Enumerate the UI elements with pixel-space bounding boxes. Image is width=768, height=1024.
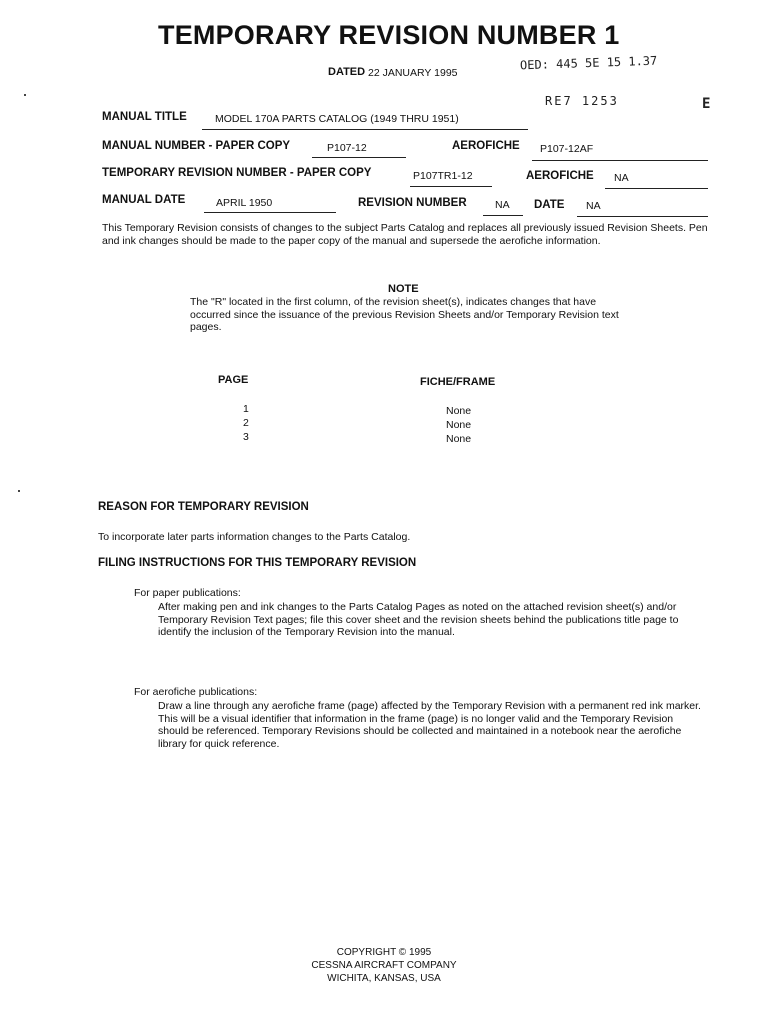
tr-aerofiche-underline xyxy=(605,188,708,189)
note-heading: NOTE xyxy=(388,283,419,295)
date-value: NA xyxy=(586,200,601,212)
document-title: TEMPORARY REVISION NUMBER 1 xyxy=(158,20,620,50)
copyright: COPYRIGHT © 1995 xyxy=(336,947,432,958)
date-underline xyxy=(577,216,708,217)
manual-title-underline xyxy=(202,129,528,130)
manual-number-label: MANUAL NUMBER - PAPER COPY xyxy=(102,140,291,152)
manual-date-value: APRIL 1950 xyxy=(216,197,273,209)
page-column-header: PAGE xyxy=(218,374,249,386)
tr-number-underline xyxy=(410,186,492,187)
reason-text: To incorporate later parts information changes to the Parts Catalog. xyxy=(98,531,411,543)
scan-speck xyxy=(18,490,20,492)
filing-heading: FILING INSTRUCTIONS FOR THIS TEMPORARY REVISION xyxy=(98,557,417,569)
table-row-page: 3 xyxy=(243,431,249,443)
dated-value: 22 JANUARY 1995 xyxy=(368,67,458,79)
manual-number-value: P107-12 xyxy=(327,142,367,154)
aerofiche-underline xyxy=(532,160,708,161)
aerofiche-label: AEROFICHE xyxy=(452,140,520,152)
company-location: WICHITA, KANSAS, USA xyxy=(327,973,441,984)
note-text: The "R" located in the first column, of the revision sheet(s), indicates changes that have occurred since the issuance of the previous Revision Sheets and/or Temporary Revision text pages. xyxy=(190,296,619,333)
tr-aerofiche-value: NA xyxy=(614,172,629,184)
table-row-page: 1 xyxy=(243,403,249,415)
manual-number-underline xyxy=(312,157,406,158)
paper-publications-label: For paper publications: xyxy=(134,587,241,599)
aerofiche-value: P107-12AF xyxy=(540,143,594,155)
revision-number-underline xyxy=(483,215,523,216)
manual-title-value: MODEL 170A PARTS CATALOG (1949 THRU 1951) xyxy=(215,113,459,125)
manual-date-label: MANUAL DATE xyxy=(102,194,186,206)
tr-aerofiche-label: AEROFICHE xyxy=(526,170,594,182)
intro-paragraph: This Temporary Revision consists of changes to the subject Parts Catalog and replaces all previously issued Revision Sheets. Pen and ink changes should be made to the paper copy of the manual and supersede the aerofiche information. xyxy=(102,222,708,247)
manual-date-underline xyxy=(204,212,336,213)
table-row-fiche: None xyxy=(446,433,472,445)
stamp-number: RE7 1253 xyxy=(545,94,619,108)
table-row-page: 2 xyxy=(243,417,249,429)
table-row-fiche: None xyxy=(446,405,472,417)
revision-number-value: NA xyxy=(495,199,510,211)
company-name: CESSNA AIRCRAFT COMPANY xyxy=(311,960,457,971)
revision-number-label: REVISION NUMBER xyxy=(358,197,467,209)
fiche-column-header: FICHE/FRAME xyxy=(420,376,496,388)
manual-title-label: MANUAL TITLE xyxy=(102,111,187,123)
tr-number-value: P107TR1-12 xyxy=(413,170,473,182)
tr-number-label: TEMPORARY REVISION NUMBER - PAPER COPY xyxy=(102,167,372,179)
received-stamp: OED: 445 5E 15 1.37 xyxy=(519,53,658,73)
scan-speck xyxy=(24,94,26,96)
stamp-mark: E xyxy=(702,96,711,112)
dated-label: DATED xyxy=(328,66,366,78)
aerofiche-publications-label: For aerofiche publications: xyxy=(134,686,258,698)
date-label: DATE xyxy=(534,199,565,211)
reason-heading: REASON FOR TEMPORARY REVISION xyxy=(98,501,309,513)
aerofiche-publications-text: Draw a line through any aerofiche frame (page) affected by the Temporary Revision with a permanent red ink marker. This will be a visual identifier that information in the frame (page) is no longer valid and the Temporary Revision should be referenced. Temporary Revisions should be collected and maintained in a notebook near the aerofiche library for quick reference. xyxy=(158,700,701,750)
paper-publications-text: After making pen and ink changes to the Parts Catalog Pages as noted on the attached revision sheet(s) and/or Temporary Revision Text pages; file this cover sheet and the revision sheets behind the publications title page to identify the inclusion of the Temporary Revision into the manual. xyxy=(158,601,679,638)
table-row-fiche: None xyxy=(446,419,472,431)
